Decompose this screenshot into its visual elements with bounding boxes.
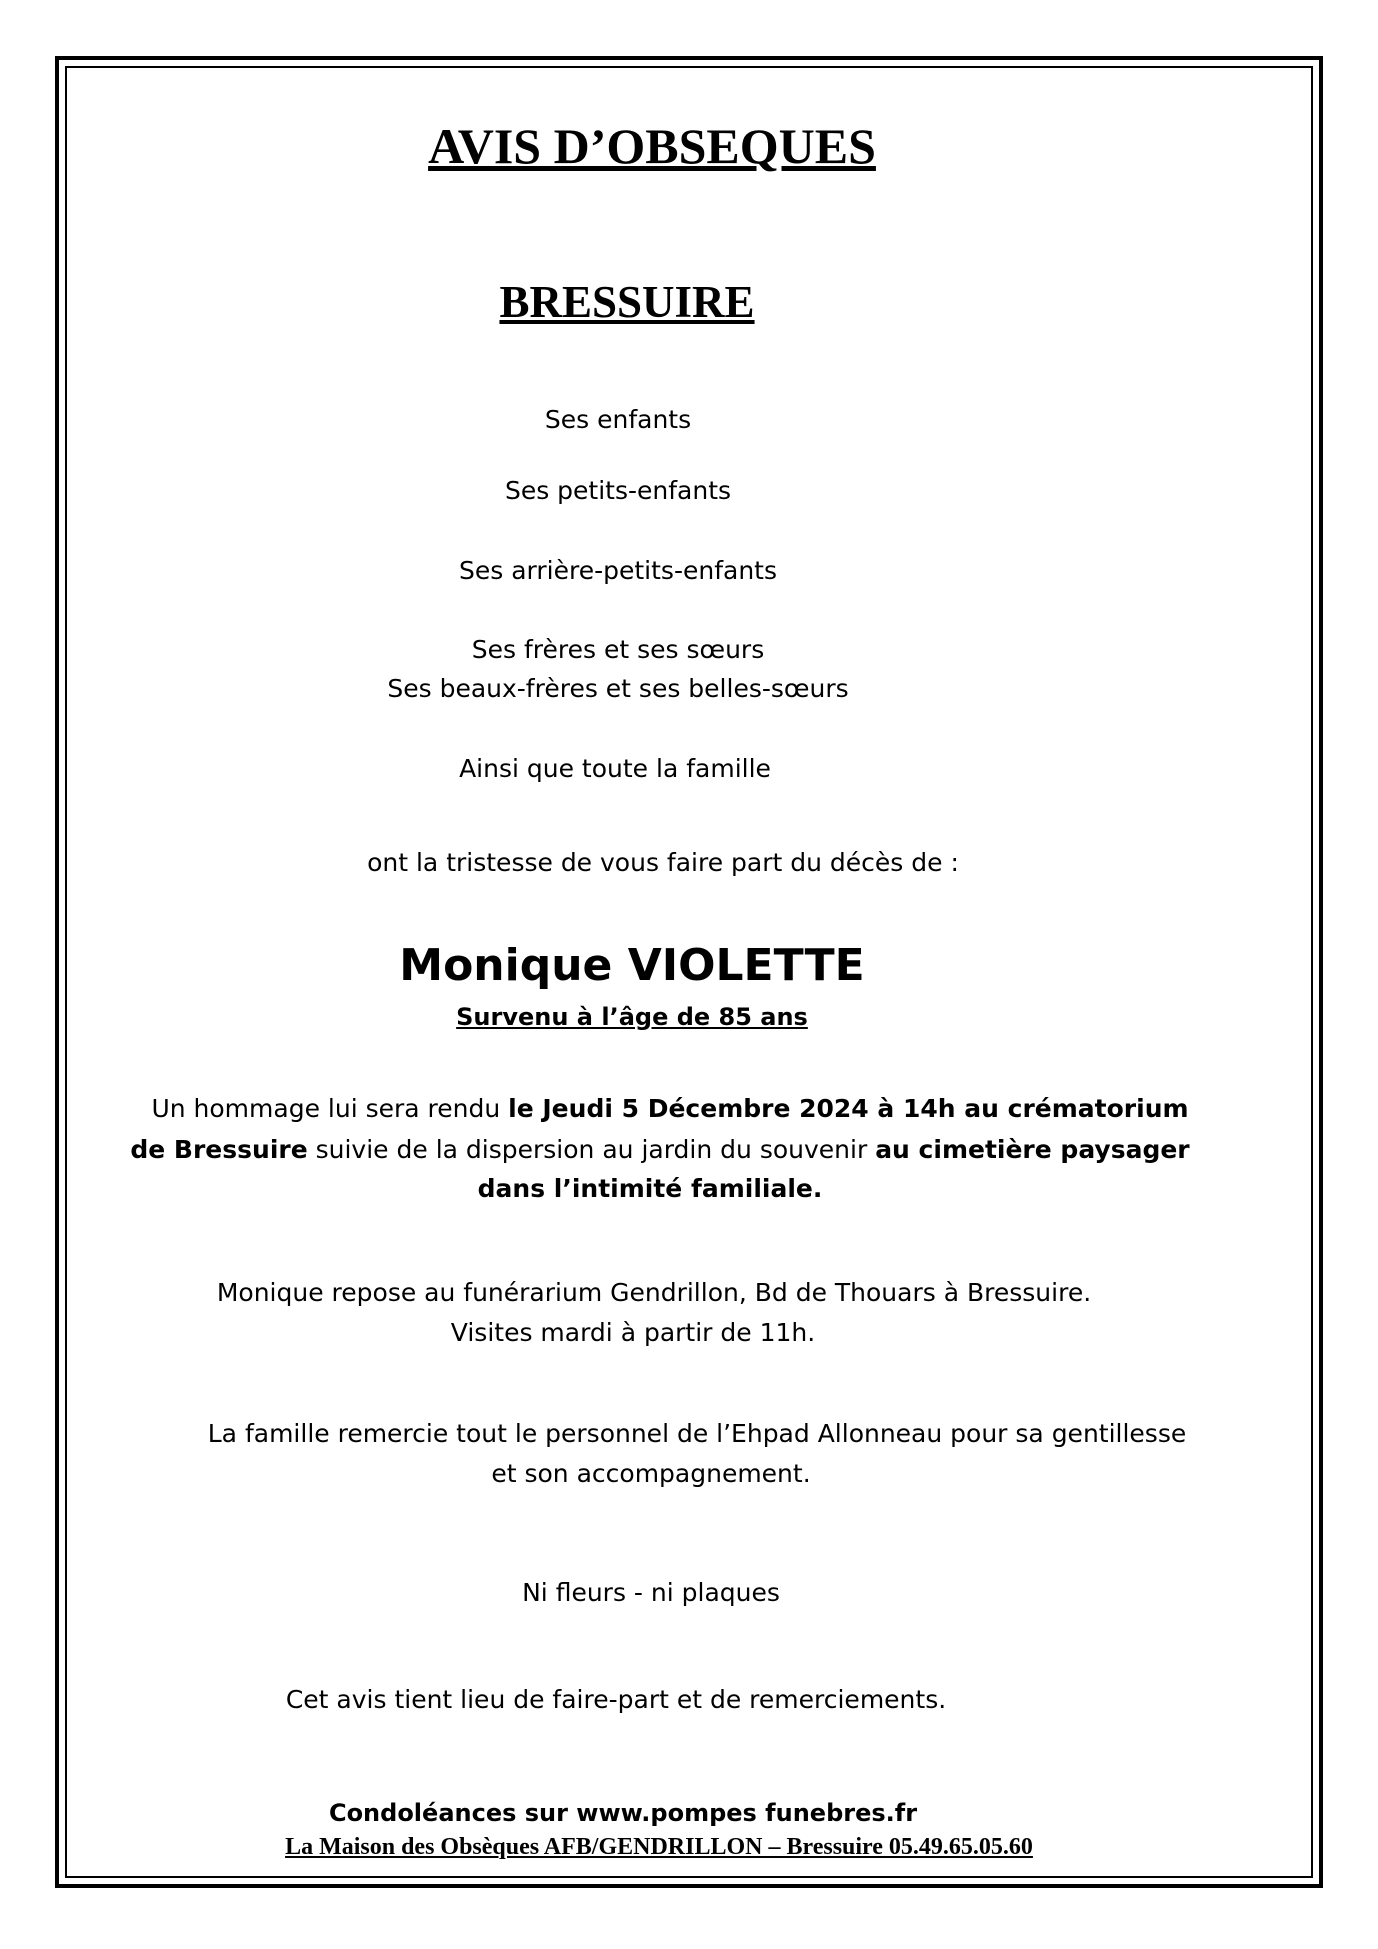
ceremony-cemetery: au cimetière paysager bbox=[875, 1135, 1190, 1164]
funeral-home-line: La Maison des Obsèques AFB/GENDRILLON – Bressuire 05.49.65.05.60 bbox=[285, 1834, 1033, 1860]
announcement-text: ont la tristesse de vous faire part du décès de : bbox=[367, 848, 959, 877]
notice-title: AVIS D’OBSEQUES bbox=[428, 118, 876, 174]
ceremony-line-2 bbox=[130, 1135, 1189, 1164]
deceased-name: Monique VIOLETTE bbox=[399, 940, 865, 991]
family-children: Ses enfants bbox=[544, 405, 692, 434]
ceremony-place: de Bressuire bbox=[130, 1135, 308, 1164]
condolences-line: Condoléances sur www.pompes funebres.fr bbox=[328, 1799, 918, 1827]
ceremony-line-1-intro: Un hommage lui sera rendu bbox=[151, 1094, 509, 1123]
family-siblings: Ses frères et ses sœurs bbox=[471, 635, 765, 664]
ceremony-line-3: dans l’intimité familiale. bbox=[477, 1174, 823, 1203]
age-line: Survenu à l’âge de 85 ans bbox=[456, 1003, 808, 1031]
family-whole: Ainsi que toute la famille bbox=[459, 754, 771, 783]
ceremony-dispersion: suivie de la dispersion au jardin du souvenir bbox=[307, 1135, 876, 1164]
family-in-laws: Ses beaux-frères et ses belles-sœurs bbox=[387, 674, 849, 703]
closing-statement: Cet avis tient lieu de faire-part et de remerciements. bbox=[285, 1685, 947, 1714]
ceremony-line-1 bbox=[151, 1094, 1188, 1123]
thanks-line-2: et son accompagnement. bbox=[491, 1459, 811, 1488]
family-grandchildren: Ses petits-enfants bbox=[504, 476, 732, 505]
no-flowers: Ni fleurs - ni plaques bbox=[522, 1578, 780, 1607]
thanks-line-1: La famille remercie tout le personnel de l’Ehpad Allonneau pour sa gentillesse bbox=[207, 1419, 1187, 1448]
rest-location: Monique repose au funérarium Gendrillon, Bd de Thouars à Bressuire. bbox=[216, 1278, 1092, 1307]
town-heading: BRESSUIRE bbox=[499, 277, 755, 327]
family-great-grandchildren: Ses arrière-petits-enfants bbox=[459, 556, 777, 585]
ceremony-date-time: le Jeudi 5 Décembre 2024 à 14h au crématorium bbox=[508, 1094, 1189, 1123]
visiting-hours: Visites mardi à partir de 11h. bbox=[450, 1318, 816, 1347]
